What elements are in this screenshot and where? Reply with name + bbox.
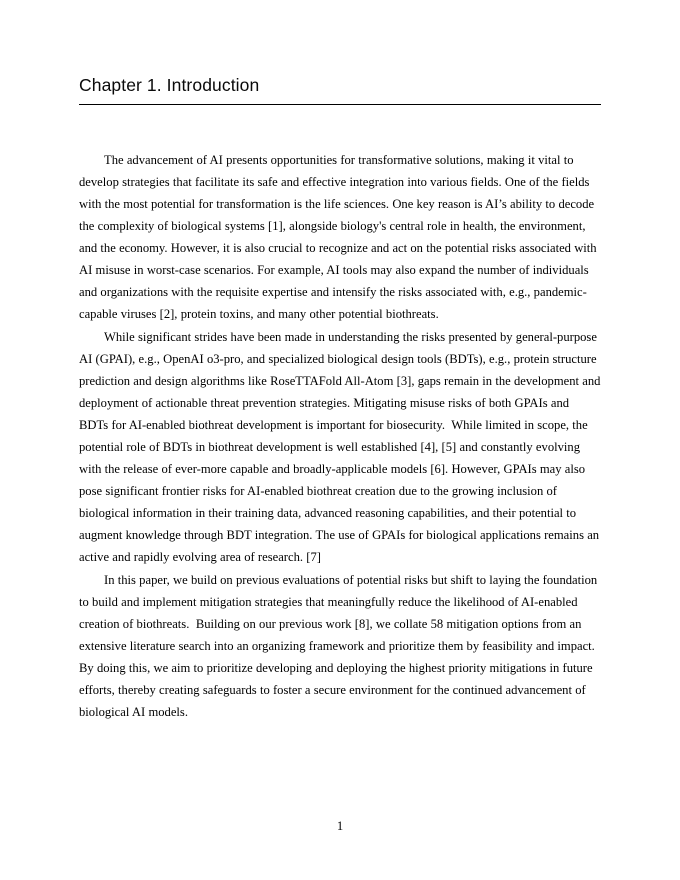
paragraph-3: In this paper, we build on previous evaluations of potential risks but shift to laying the foundation to build and implement mitigation strategies that meaningfully reduce the likelihood of AI-enabled creation of biothreats. Building on our previous work [8], we collate 58 mitigation options from an extensive literature search into an organizing framework and prioritize them by feasibility and impact. By doing this, we aim to prioritize developing and deploying the highest priority mitigations in future efforts, thereby creating safeguards to foster a secure environment for the continued advancement of biological AI models. bbox=[79, 572, 601, 720]
page-title: Chapter 1. Introduction bbox=[79, 75, 260, 95]
paragraph-1: The advancement of AI presents opportunities for transformative solutions, making it vital to develop strategies that facilitate its safe and effective integration into various fields. One of the fields with the most potential for transformation is the life sciences. One key reason is AI’s ability to decode the complexity of biological systems [1], alongside biology's central role in health, the environment, and the economy. However, it is also crucial to recognize and act on the potential risks associated with AI misuse in worst-case scenarios. For example, AI tools may also expand the number of individuals and organizations with the requisite expertise and intensify the risks associated with, e.g., pandemic-capable viruses [2], protein toxins, and many other potential biothreats. bbox=[79, 152, 600, 322]
paragraph-2: While significant strides have been made in understanding the risks presented by general-purpose AI (GPAI), e.g., OpenAI o3-pro, and specialized biological design tools (BDTs), e.g., protein structure prediction and design algorithms like RoseTTAFold All-Atom [3], gaps remain in the development and deployment of actionable threat prevention strategies. Mitigating misuse risks of both GPAIs and BDTs for AI-enabled biothreat development is important for biosecurity. While limited in scope, the potential role of BDTs in biothreat development is well established [4], [5] and constantly evolving with the release of ever-more capable and broadly-applicable models [6]. However, GPAIs may also pose significant frontier risks for AI-enabled biothreat creation due to the growing inclusion of biological information in their training data, advanced reasoning capabilities, and their potential to augment knowledge through BDT integration. The use of GPAIs for biological applications remains an active and rapidly evolving area of research. [7] bbox=[79, 329, 604, 565]
page-content bbox=[79, 74, 604, 723]
heading-divider bbox=[79, 104, 601, 105]
body-text bbox=[79, 149, 604, 723]
page-number: 1 bbox=[336, 819, 344, 833]
